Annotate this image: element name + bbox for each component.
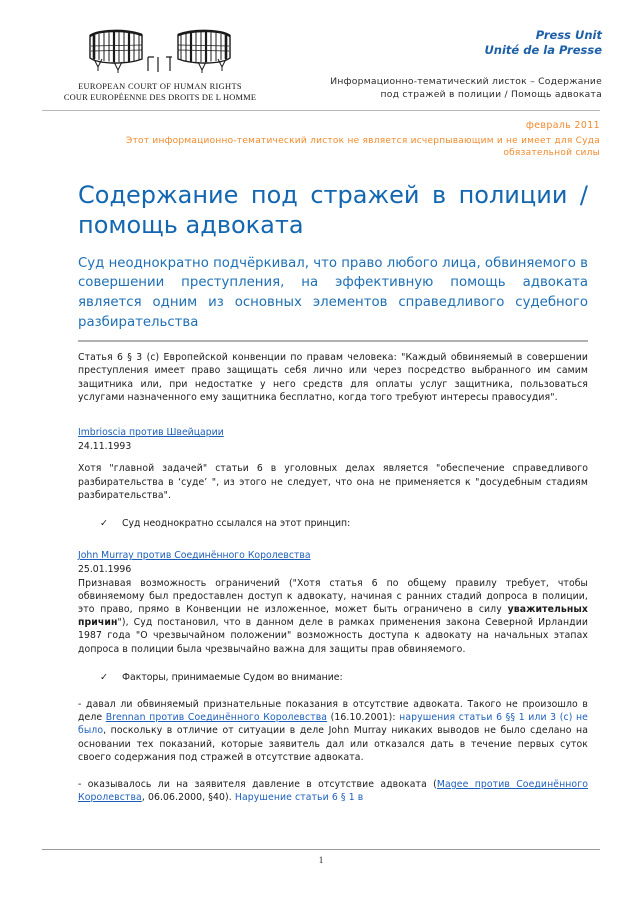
imbrioscia-paragraph: Хотя "главной задачей" статьи 6 в уголовных делах является "обеспечение справедливого разбирательства в ‘суде’ ", из этого не следует, что она не применяется к "досудебным стадиям разбирательства". [78, 463, 588, 501]
document-body [78, 351, 588, 804]
page-footer [42, 849, 600, 865]
case-link-brennan[interactable]: Brennan против Соединённого Королевства [105, 712, 328, 724]
meta-block [0, 111, 640, 160]
case-link-magee[interactable]: Magee против Соединённого Королевства [78, 779, 588, 804]
bullet-factors [78, 671, 588, 684]
case-imbrioscia [78, 420, 588, 453]
disclaimer-text: Этот информационно-тематический листок не является исчерпывающим и не имеет для Суда обязательной силы [126, 135, 600, 159]
footer-divider [42, 849, 600, 850]
john-murray-text-part2: "), Суд постановил, что в данном деле в рамках применения закона Северной Ирландии 1987 года "О чрезвычайном положении" возможность доступа к адвокату на начальных этапах допроса в полиции была чрезвычайно важна для защиты прав обвиняемого. [78, 617, 588, 655]
john-murray-paragraph [78, 577, 588, 656]
case-link-imbrioscia[interactable]: Imbrioscia против Швейцарии [78, 426, 224, 438]
case-date-john-murray: 25.01.1996 [78, 564, 132, 576]
case-date-imbrioscia: 24.11.1993 [78, 441, 132, 453]
bullet-principle [78, 517, 588, 530]
page-header [0, 0, 640, 103]
factor2-text-part1: - оказывалось ли на заявителя давление в отсутствие адвоката ( [78, 779, 437, 791]
press-unit-fr: Unité de la Presse [484, 42, 602, 57]
subtitle-divider [78, 340, 588, 342]
factor1-text-part2: (16.10.2001): [327, 712, 400, 724]
page-title: Содержание под стражей в полиции / помощь адвоката [78, 180, 588, 239]
factor2-text-part2: , 06.06.2000, §40). [141, 792, 235, 804]
case-link-john-murray[interactable]: John Murray против Соединённого Королевства [78, 550, 311, 562]
article6-paragraph: Статья 6 § 3 (с) Европейской конвенции по правам человека: "Каждый обвиняемый в совершении преступления имеет право защищать себя лично или через посредство выбранного им самим защитника или, при недостатке у него средств для оплаты услуг защитника, пользоваться услугами назначенного ему защитника бесплатно, когда того требуют интересы правосудия". [78, 352, 588, 403]
factor2-finding: Нарушение статьи 6 § 1 в [234, 792, 364, 804]
echr-building-icon [80, 26, 240, 78]
press-unit-en: Press Unit [535, 28, 602, 42]
publication-date: февраль 2011 [525, 120, 600, 131]
john-murray-text-part1: Признавая возможность ограничений ("Хотя статья 6 по общему правилу требует, чтобы обвиняемому был предоставлен доступ к адвокату, начиная с ранних стадий допроса в полиции, это право, прямо в Конвенции не изложенное, может быть ограничено в силу [78, 577, 588, 615]
header-right [288, 26, 602, 101]
factor1-finding: нарушения статьи 6 §§ 1 или 3 (с) не было [78, 712, 588, 737]
factor-confession-paragraph [78, 698, 588, 764]
bullet-principle-label: Суд неоднократно ссылался на этот принцип: [122, 517, 351, 529]
bullet-factors-label: Факторы, принимаемые Судом во внимание: [122, 671, 343, 683]
page-number: 1 [318, 855, 324, 865]
checkmark-icon: ✓ [100, 517, 108, 529]
logo-text-en: EUROPEAN COURT OF HUMAN RIGHTS [78, 82, 242, 91]
factor-pressure-paragraph [78, 778, 588, 804]
page-subtitle: Суд неоднократно подчёркивал, что право любого лица, обвиняемого в совершении преступления, на эффективную помощь адвоката является одним из основных элементов справедливого судебного разбирательства [78, 255, 588, 330]
john-murray-emphasis: уважительных причин [78, 604, 588, 629]
echr-logo [42, 26, 278, 103]
factsheet-header-title: Информационно-тематический листок – Содержание под стражей в полиции / Помощь адвоката [330, 76, 602, 100]
header-left [42, 26, 288, 103]
case-john-murray [78, 543, 588, 576]
factor1-text-part3: , поскольку в отличие от ситуации в деле John Murray никаких выводов не было сделано на основании тех показаний, которые заявитель дал или отказался дать в течение первых суток своего содержания под стражей в отсутствие адвоката. [78, 725, 588, 763]
checkmark-icon: ✓ [100, 671, 108, 683]
factor1-text-part1: - давал ли обвиняемый признательные показания в отсутствие адвоката. Такого не произошло в деле [78, 699, 588, 724]
logo-text-fr: COUR EUROPÉENNE DES DROITS DE L HOMME [63, 93, 257, 102]
